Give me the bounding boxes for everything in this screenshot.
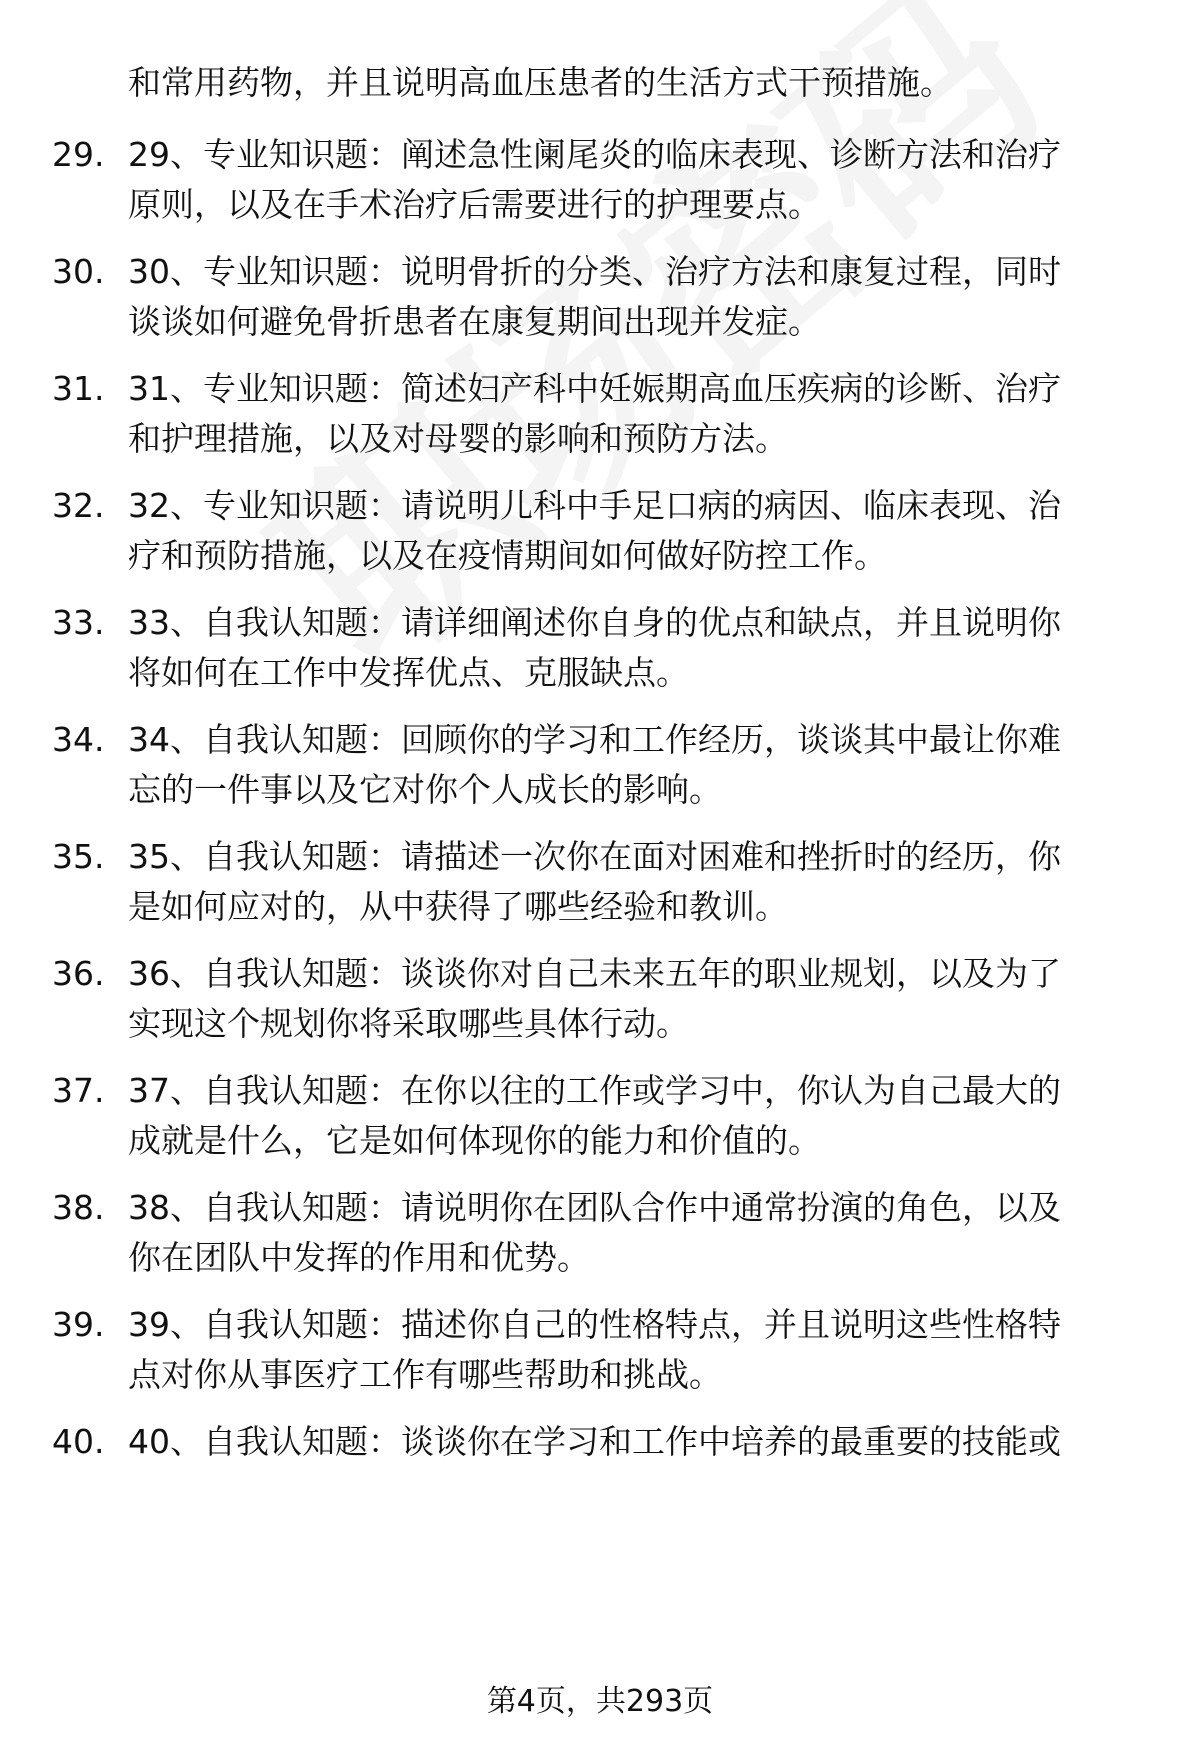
item-text-line: 实现这个规划你将采取哪些具体行动。 <box>128 1004 689 1043</box>
item-number: 40. <box>52 1422 105 1461</box>
continuation-text: 和常用药物，并且说明高血压患者的生活方式干预措施。 <box>128 63 953 102</box>
item-text-line: 37、自我认知题：在你以往的工作或学习中，你认为自己最大的 <box>128 1071 1061 1110</box>
item-text-line: 40、自我认知题：谈谈你在学习和工作中培养的最重要的技能或 <box>128 1422 1061 1461</box>
item-text-line: 31、专业知识题：简述妇产科中妊娠期高血压疾病的诊断、治疗 <box>128 369 1061 408</box>
item-number: 31. <box>52 369 105 408</box>
item-number: 29. <box>52 135 105 174</box>
item-text-line: 点对你从事医疗工作有哪些帮助和挑战。 <box>128 1355 722 1394</box>
item-text-line: 疗和预防措施，以及在疫情期间如何做好防控工作。 <box>128 536 887 575</box>
item-number: 37. <box>52 1071 105 1110</box>
item-text-line: 36、自我认知题：谈谈你对自己未来五年的职业规划，以及为了 <box>128 954 1061 993</box>
item-text-line: 33、自我认知题：请详细阐述你自身的优点和缺点，并且说明你 <box>128 603 1061 642</box>
item-number: 33. <box>52 603 105 642</box>
item-text-line: 原则，以及在手术治疗后需要进行的护理要点。 <box>128 185 821 224</box>
item-text-line: 32、专业知识题：请说明儿科中手足口病的病因、临床表现、治 <box>128 486 1061 525</box>
item-number: 38. <box>52 1188 105 1227</box>
item-text-line: 38、自我认知题：请说明你在团队合作中通常扮演的角色，以及 <box>128 1188 1061 1227</box>
item-text-line: 将如何在工作中发挥优点、克服缺点。 <box>128 653 689 692</box>
item-text-line: 是如何应对的，从中获得了哪些经验和教训。 <box>128 887 788 926</box>
item-text-line: 29、专业知识题：阐述急性阑尾炎的临床表现、诊断方法和治疗 <box>128 135 1061 174</box>
item-number: 30. <box>52 252 105 291</box>
item-number: 35. <box>52 837 105 876</box>
item-number: 34. <box>52 720 105 759</box>
item-text-line: 34、自我认知题：回顾你的学习和工作经历，谈谈其中最让你难 <box>128 720 1061 759</box>
item-text-line: 39、自我认知题：描述你自己的性格特点，并且说明这些性格特 <box>128 1305 1061 1344</box>
item-text-line: 35、自我认知题：请描述一次你在面对困难和挫折时的经历，你 <box>128 837 1061 876</box>
item-text-line: 谈谈如何避免骨折患者在康复期间出现并发症。 <box>128 302 821 341</box>
item-number: 39. <box>52 1305 105 1344</box>
item-number: 32. <box>52 486 105 525</box>
item-text-line: 你在团队中发挥的作用和优势。 <box>128 1238 590 1277</box>
page-footer: 第4页，共293页 <box>486 1684 714 1719</box>
item-number: 36. <box>52 954 105 993</box>
item-text-line: 30、专业知识题：说明骨折的分类、治疗方法和康复过程，同时 <box>128 252 1061 291</box>
item-text-line: 忘的一件事以及它对你个人成长的影响。 <box>128 770 722 809</box>
item-text-line: 成就是什么，它是如何体现你的能力和价值的。 <box>128 1121 821 1160</box>
item-text-line: 和护理措施，以及对母婴的影响和预防方法。 <box>128 419 788 458</box>
